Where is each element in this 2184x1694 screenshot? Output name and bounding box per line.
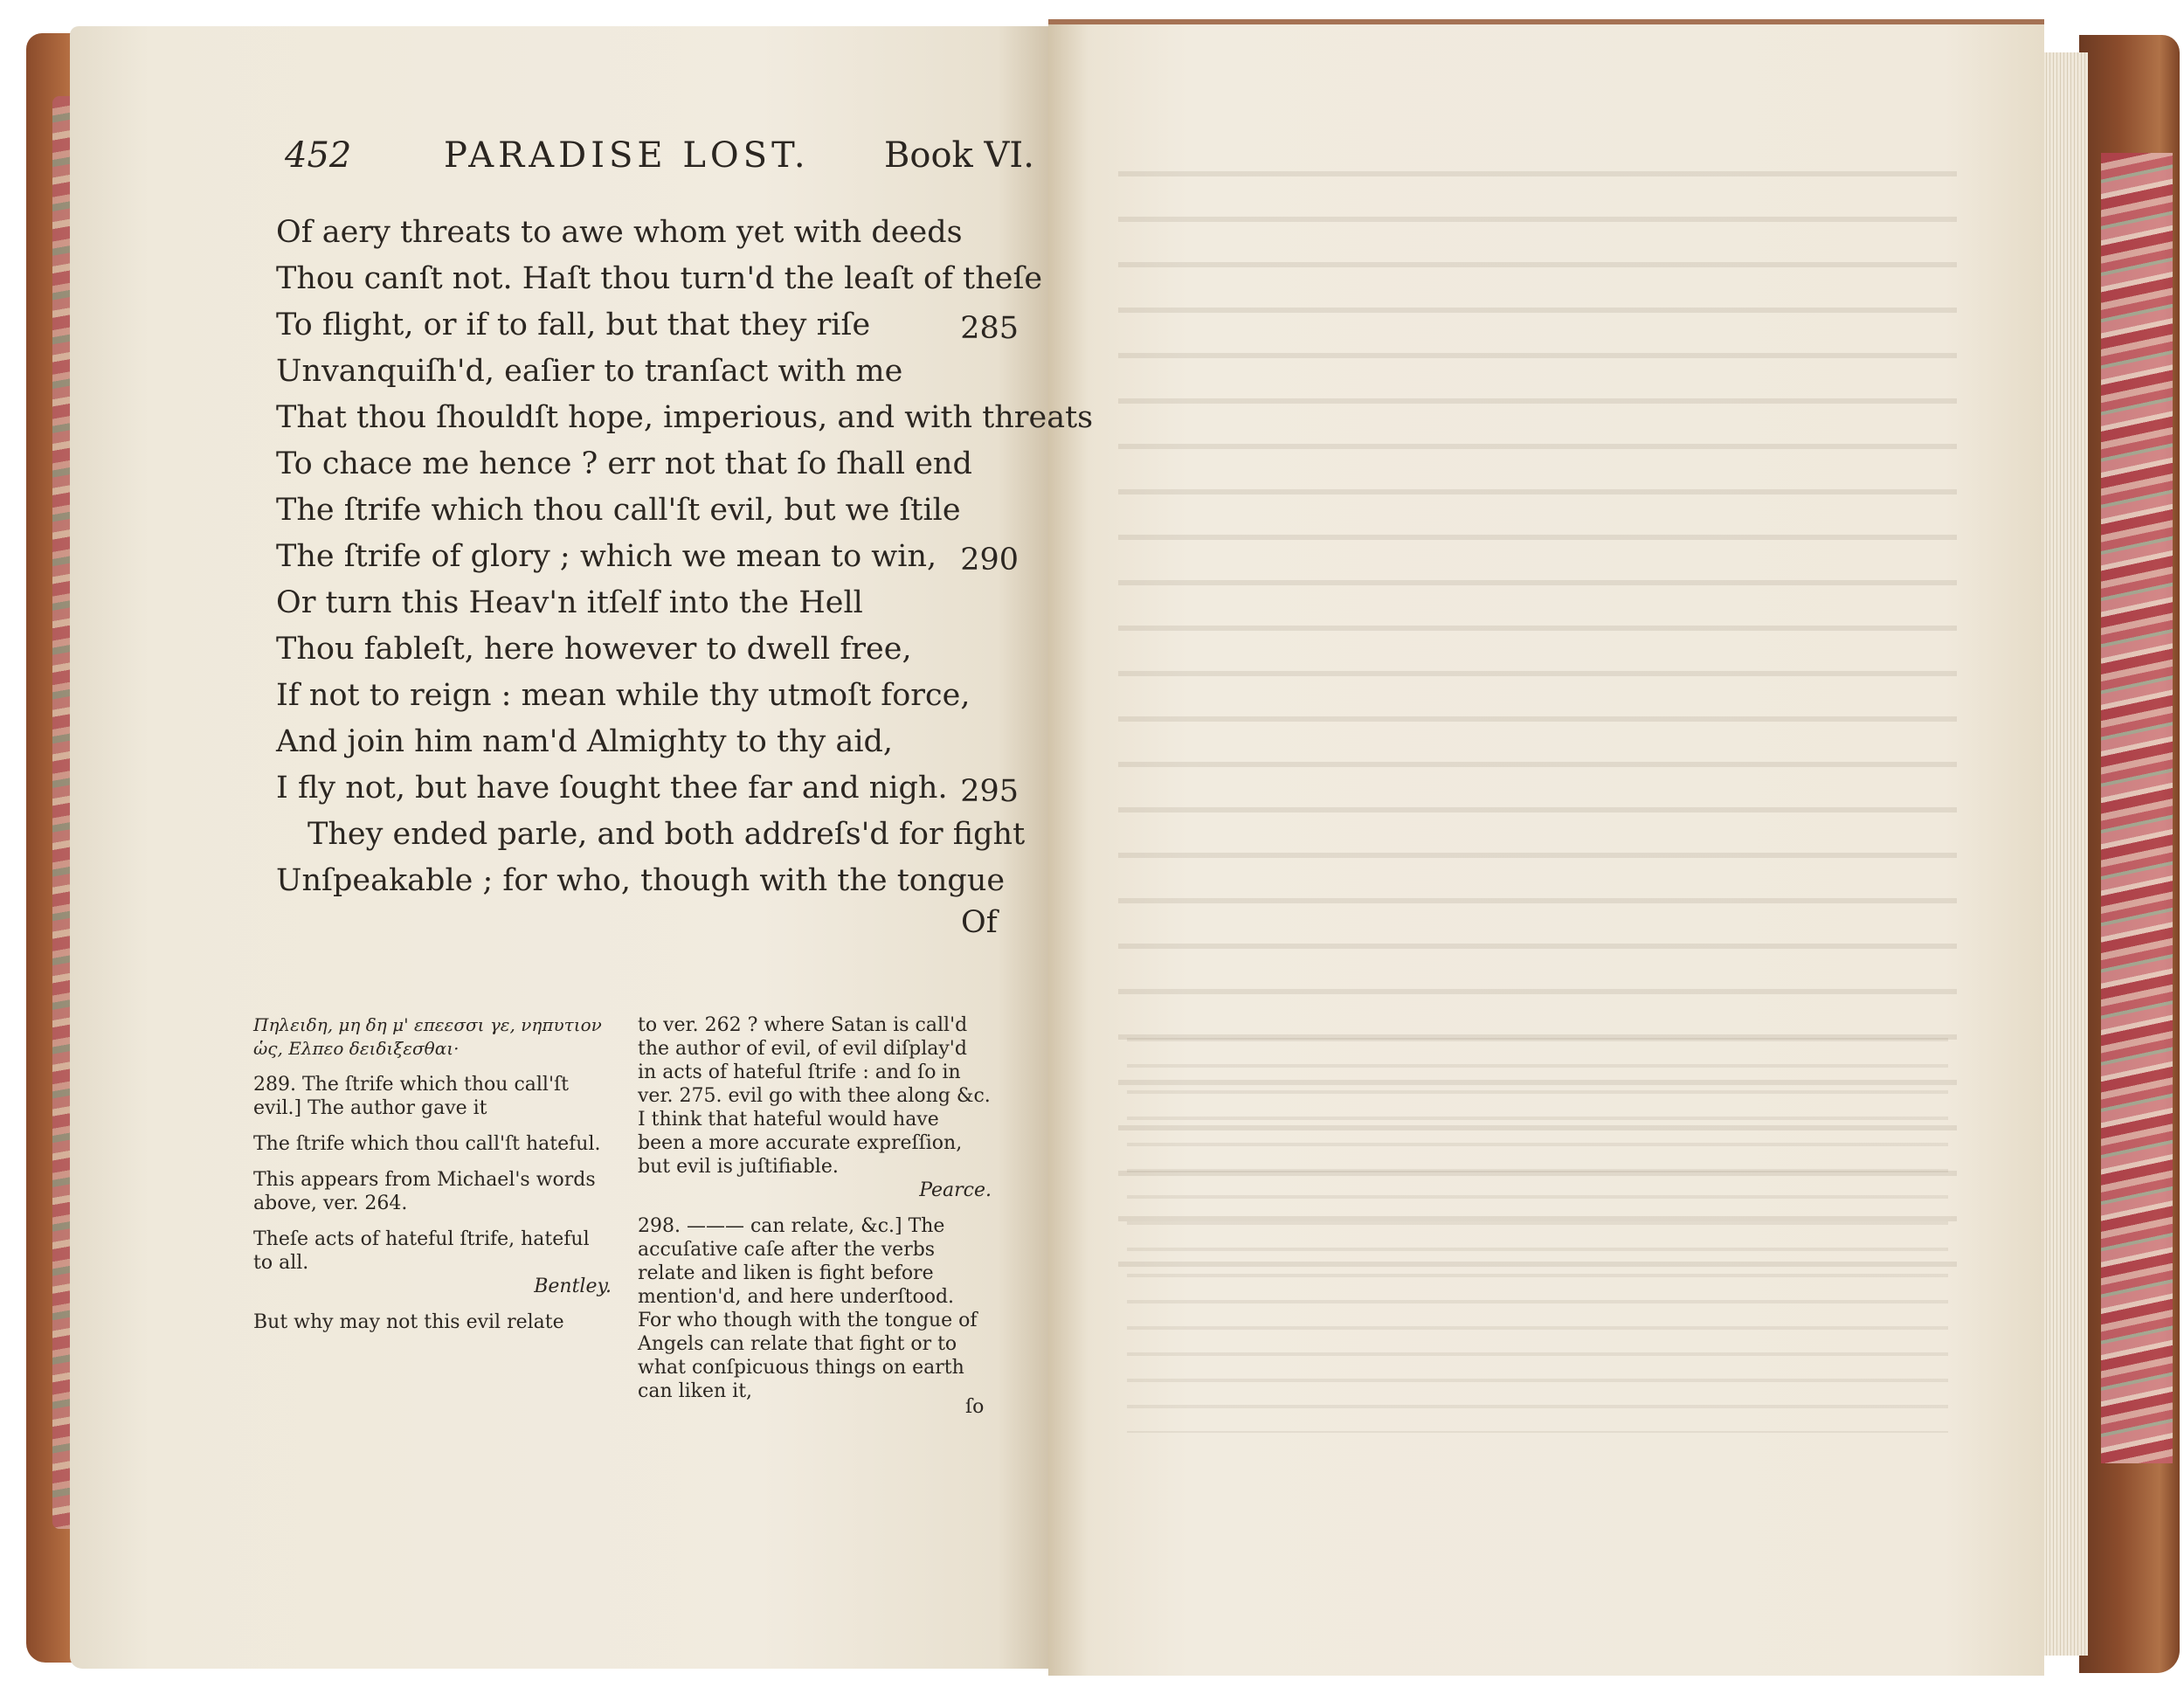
footnote: Theſe acts of hateful ſtrife, hateful to all. Bentley.: [253, 1228, 612, 1297]
show-through-notes: [1127, 1022, 1948, 1433]
running-title: PARADISE LOST.: [444, 135, 810, 176]
verse-line: Unvanquiſh'd, eaſier to tranſact with me: [276, 354, 903, 389]
line-number: 285: [960, 311, 1019, 346]
verse-line: They ended parle, and both addreſs'd for fight: [308, 817, 1026, 852]
footnote: The ſtrife which thou call'ſt hateful.: [253, 1133, 601, 1155]
verse-block: [276, 210, 1094, 904]
footnotes-right-column: [638, 1013, 992, 1415]
verse-line: Thou canſt not. Haſt thou turn'd the leaſt of theſe: [276, 261, 1043, 296]
footnote: But why may not this evil relate: [253, 1311, 564, 1333]
footnote: 289. The ſtrife which thou call'ſt evil.] The author gave it: [253, 1074, 570, 1119]
footnote-catchword: ſo: [965, 1396, 985, 1418]
catchword: Of: [961, 905, 998, 940]
verse-line: Of aery threats to awe whom yet with deeds: [276, 215, 963, 250]
footnote-greek-quote: Πηλειδη, μη δη μ' επεεσσι γε, νηπυτιον ὡς, Ελπεο δειδιξεσθαι·: [253, 1014, 602, 1059]
signature-bentley: Bentley.: [534, 1276, 612, 1297]
verse-line: I fly not, but have ſought thee far and nigh. 295: [276, 765, 1036, 812]
page-number: 452: [285, 135, 352, 176]
footnote: to ver. 262 ? where Satan is call'd the author of evil, of evil diſplay'd in acts of hateful ſtrife : and ſo in ver. 275. evil go with thee along &c. I think that hateful would have been a more accurate expreſſion, but evil is juſtifiable. Pearce.: [638, 1014, 992, 1201]
verse-line: And join him nam'd Almighty to thy aid,: [276, 724, 894, 759]
verse-line: To flight, or if to fall, but that they riſe 285: [276, 302, 1036, 349]
signature-pearce: Pearce.: [919, 1179, 992, 1201]
verse-line: That thou ſhouldſt hope, imperious, and with threats: [276, 400, 1094, 435]
verse-line: To chace me hence ? err not that ſo ſhall end: [276, 446, 972, 481]
verse-line: Unſpeakable ; for who, though with the tongue: [276, 863, 1006, 898]
footnote: 298. ——— can relate, &c.] The accuſative caſe after the verbs relate and liken is fight before mention'd, and here underſtood. For who though with the tongue of Angels can relate that fight or to what conſpicuous things on earth can liken it,: [638, 1215, 978, 1402]
book-label: Book VI.: [884, 135, 1034, 176]
verse-line: Thou fableſt, here however to dwell free,: [276, 632, 912, 667]
verse-line: The ſtrife which thou call'ſt evil, but we ſtile: [276, 493, 961, 528]
page-block-edges: [2040, 52, 2088, 1656]
line-number: 295: [960, 774, 1019, 809]
verse-line: If not to reign : mean while thy utmoſt force,: [276, 678, 971, 713]
marbled-edge-right: [2101, 153, 2173, 1463]
verse-line: The ſtrife of glory ; which we mean to win, 290: [276, 534, 1036, 580]
footnotes-left-column: [253, 1013, 612, 1346]
verse-line: Or turn this Heav'n itſelf into the Hell: [276, 585, 863, 620]
footnote: This appears from Michael's words above, ver. 264.: [253, 1169, 596, 1214]
line-number: 290: [960, 543, 1019, 577]
